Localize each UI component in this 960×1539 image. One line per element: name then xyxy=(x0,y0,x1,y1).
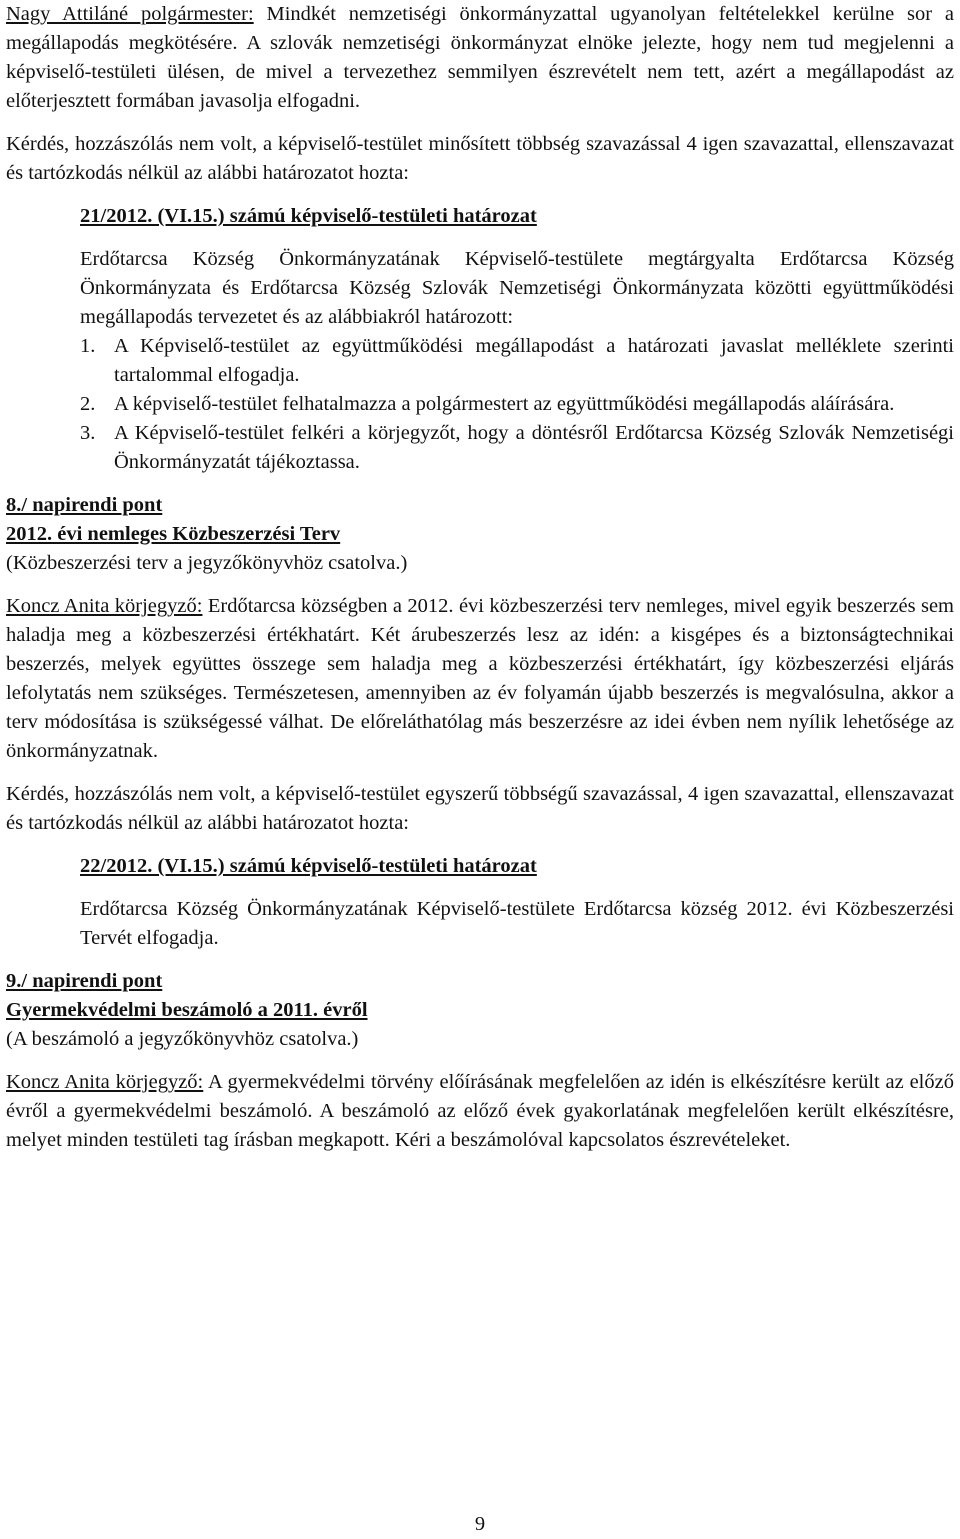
notary-statement xyxy=(6,1068,954,1155)
agenda-title: 2012. évi nemleges Közbeszerzési Terv xyxy=(6,523,341,545)
item-text: A Képviselő-testület felkéri a körjegyzőt, hogy a döntésről Erdőtarcsa Község Szlovák Nemzetiségi Önkormányzatát tájékoztassa. xyxy=(114,422,954,473)
vote-paragraph: Kérdés, hozzászólás nem volt, a képviselő-testület egyszerű többségű szavazással, 4 igen szavazattal, ellenszavazat és tartózkodás nélkül az alábbi határozatot hozta: xyxy=(6,783,954,834)
agenda-note: (Közbeszerzési terv a jegyzőkönyvhöz csatolva.) xyxy=(6,552,408,574)
resolution-item xyxy=(6,390,954,419)
item-text: A Képviselő-testület az együttműködési megállapodást a határozati javaslat melléklete szerinti tartalommal elfogadja. xyxy=(114,335,954,386)
item-number: 2. xyxy=(80,393,96,415)
resolution-item xyxy=(6,332,954,390)
resolution-intro: Erdőtarcsa Község Önkormányzatának Képviselő-testülete megtárgyalta Erdőtarcsa Község Önkormányzata és Erdőtarcsa Község Szlovák Nemzetiségi Önkormányzata közötti együttműködési megállapodás tervezetet és az alábbiakról határozott: xyxy=(80,248,954,328)
resolution-title: 21/2012. (VI.15.) számú képviselő-testületi határozat xyxy=(80,205,537,227)
agenda-heading: 8./ napirendi pont xyxy=(6,494,163,516)
notary-statement xyxy=(6,592,954,766)
agenda-heading: 9./ napirendi pont xyxy=(6,970,163,992)
statement-text: A gyermekvédelmi törvény előírásának megfelelően az idén is elkészítésre került az előző évről a gyermekvédelmi beszámoló. A beszámoló az előző évek gyakorlatának megfelelően került elkészítésre, melyet minden testületi tag írásban megkapott. Kéri a beszámolóval kapcsolatos észrevételeket. xyxy=(6,1071,954,1151)
item-text: A képviselő-testület felhatalmazza a polgármestert az együttműködési megállapodás aláírására. xyxy=(114,393,895,415)
item-number: 3. xyxy=(80,422,96,444)
resolution-title: 22/2012. (VI.15.) számú képviselő-testületi határozat xyxy=(80,855,537,877)
vote-paragraph: Kérdés, hozzászólás nem volt, a képviselő-testület minősített többség szavazással 4 igen szavazattal, ellenszavazat és tartózkodás nélkül az alábbi határozatot hozta: xyxy=(6,133,954,184)
page-number: 9 xyxy=(474,1513,486,1535)
agenda-note: (A beszámoló a jegyzőkönyvhöz csatolva.) xyxy=(6,1028,359,1050)
item-number: 1. xyxy=(80,335,96,357)
resolution-item xyxy=(6,419,954,477)
speaker-label: Koncz Anita körjegyző: xyxy=(6,1071,204,1093)
agenda-title: Gyermekvédelmi beszámoló a 2011. évről xyxy=(6,999,368,1021)
document-page xyxy=(6,0,954,1155)
mayor-statement xyxy=(6,0,954,116)
speaker-label: Nagy Attiláné polgármester: xyxy=(6,3,254,25)
speaker-label: Koncz Anita körjegyző: xyxy=(6,595,203,617)
statement-text: Mindkét nemzetiségi önkormányzattal ugyanolyan feltételekkel kerülne sor a megállapodás megkötésére. A szlovák nemzetiségi önkormányzat elnöke jelezte, hogy nem tud megjelenni a képviselő-testületi ülésen, de mivel a tervezethez semmilyen észrevételt nem tett, azért a megállapodást az előterjesztett formában javasolja elfogadni. xyxy=(6,3,954,112)
resolution-text: Erdőtarcsa Község Önkormányzatának Képviselő-testülete Erdőtarcsa község 2012. évi Közbeszerzési Tervét elfogadja. xyxy=(80,898,954,949)
statement-text: Erdőtarcsa községben a 2012. évi közbeszerzési terv nemleges, mivel egyik beszerzés sem haladja meg a közbeszerzési értékhatárt. Két árubeszerzés lesz az idén: a kisgépes és a biztonságtechnikai beszerzés, melyek együttes összege sem haladja meg a közbeszerzési értékhatárt, így közbeszerzési eljárás lefolytatás nem szükséges. Természetesen, amennyiben az év folyamán újabb beszerzés is megvalósulna, akkor a terv módosítása is szükségessé válhat. De előreláthatólag más beszerzésre az idei évben nem nyílik lehetősége az önkormányzatnak. xyxy=(6,595,954,762)
resolution-items xyxy=(6,332,954,477)
